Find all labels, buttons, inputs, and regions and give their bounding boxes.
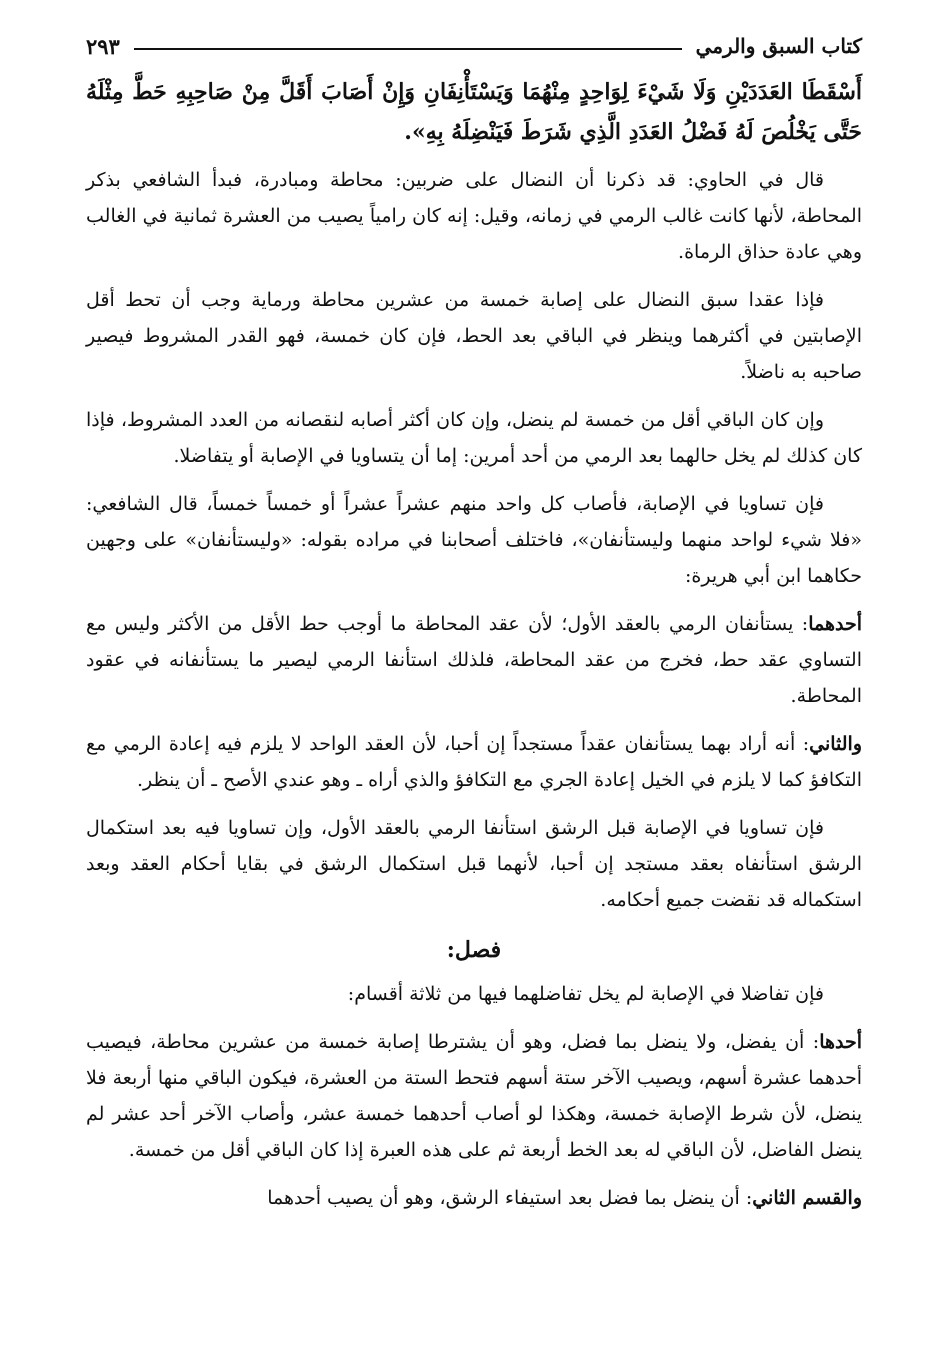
header-rule	[134, 48, 682, 50]
paragraph-text: فإن تساويا في الإصابة، فأصاب كل واحد منهم عشراً عشراً أو خمساً خمساً، قال الشافعي: «فلا شيء لواحد منهما وليستأنفان»، فاختلف أصحابنا في مراده بقوله: «وليستأنفان» على وجهين حكاهما ابن أبي هريرة:	[86, 493, 862, 587]
paragraph	[86, 402, 862, 474]
book-title: كتاب السبق والرمي	[695, 34, 862, 58]
paragraph	[86, 486, 862, 594]
paragraph-text: وإن كان الباقي أقل من خمسة لم ينضل، وإن كان أكثر أصابه لنقصانه من العدد المشروط، فإذا كان كذلك لم يخل حالهما بعد الرمي من أحد أمرين: إما أن يتساويا في الإصابة أو يتفاضلا.	[86, 409, 862, 467]
paragraph-text: : أن يفضل، ولا ينضل بما فضل، وهو أن يشترطا إصابة خمسة من عشرين محاطة، فيصيب أحدهما عشرة أسهم، ويصيب الآخر ستة أسهم فتحط الستة من العشرة، فيكون الباقي منها أربعة فلا ينضل، لأن شرط الإصابة خمسة، وهكذا لو أصاب أحدهما خمسة عشر، وأصاب الآخر أحد عشر لم ينضل الفاضل، لأن الباقي له بعد الخط أربعة ثم على هذه العبرة إذا كان الباقي أقل من خمسة.	[86, 1031, 862, 1161]
paragraph	[86, 606, 862, 714]
section-heading: فصل:	[446, 937, 502, 963]
paragraph	[86, 1180, 862, 1216]
paragraph-text: : أن ينضل بما فضل بعد استيفاء الرشق، وهو أن يصيب أحدهما	[267, 1187, 753, 1209]
paragraph-text: : أنه أراد بهما يستأنفان عقداً مستجداً إن أحبا، لأن العقد الواحد لا يلزم فيه إعادة الرمي مع التكافؤ كما لا يلزم في الخيل إعادة الجري مع التكافؤ والذي أراه ـ وهو عندي الأصح ـ أن ينظر.	[86, 733, 862, 791]
paragraph-text: قال في الحاوي: قد ذكرنا أن النضال على ضربين: محاطة ومبادرة، فبدأ الشافعي بذكر المحاطة، لأنها كانت غالب الرمي في زمانه، وقيل: إنه كان رامياً يصيب من العشرة ثمانية في الغالب وهي عادة حذاق الرماة.	[86, 169, 862, 263]
paragraph-lead: والثاني	[809, 733, 862, 755]
book-page	[86, 22, 862, 1228]
paragraph	[86, 1024, 862, 1168]
paragraph-lead: أحدهما	[808, 613, 862, 635]
matn-text: أَسْقَطَا العَدَدَيْنِ وَلَا شَيْءَ لِوَاحِدٍ مِنْهُمَا وَيَسْتَأْنِفَانِ وَإِنْ أَصَابَ أَقَلَّ مِنْ صَاحِبِهِ حَطَّ مِثْلَهُ حَتَّى يَخْلُصَ لَهُ فَضْلُ العَدَدِ الَّذِي شَرَطَ فَيَنْضِلَهُ بِهِ».	[86, 79, 862, 145]
paragraph	[86, 726, 862, 798]
paragraph-lead: أحدها	[819, 1031, 862, 1053]
paragraph-text: فإن تفاضلا في الإصابة لم يخل تفاضلهما فيها من ثلاثة أقسام:	[347, 983, 824, 1005]
running-header	[86, 22, 862, 70]
paragraph	[86, 282, 862, 390]
paragraph-text: فإذا عقدا سبق النضال على إصابة خمسة من عشرين محاطة ورماية وجب أن تحط أقل الإصابتين في أكثرهما وينظر في الباقي بعد الحط، فإن كان خمسة، فهو القدر المشروط فيصير صاحبه به ناضلاً.	[86, 289, 862, 383]
paragraph	[86, 162, 862, 270]
page-number: ٢٩٣	[86, 33, 120, 59]
paragraph-text: فإن تساويا في الإصابة قبل الرشق استأنفا الرمي بالعقد الأول، وإن تساويا فيه بعد استكمال الرشق استأنفاه بعقد مستجد إن أحبا، لأنهما قبل استكمال الرشق في بقايا أحكام العقد وبعد استكماله قد نقضت جميع أحكامه.	[86, 817, 862, 911]
paragraph-lead: والقسم الثاني	[752, 1187, 862, 1209]
paragraph	[86, 976, 862, 1012]
paragraph-text: : يستأنفان الرمي بالعقد الأول؛ لأن عقد المحاطة ما أوجب حط الأقل من الأكثر وليس مع التساوي عقد حط، فخرج من عقد المحاطة، فلذلك استأنفا الرمي ليصير ما يستأنفانه في عقود المحاطة.	[86, 613, 862, 707]
paragraph	[86, 810, 862, 918]
